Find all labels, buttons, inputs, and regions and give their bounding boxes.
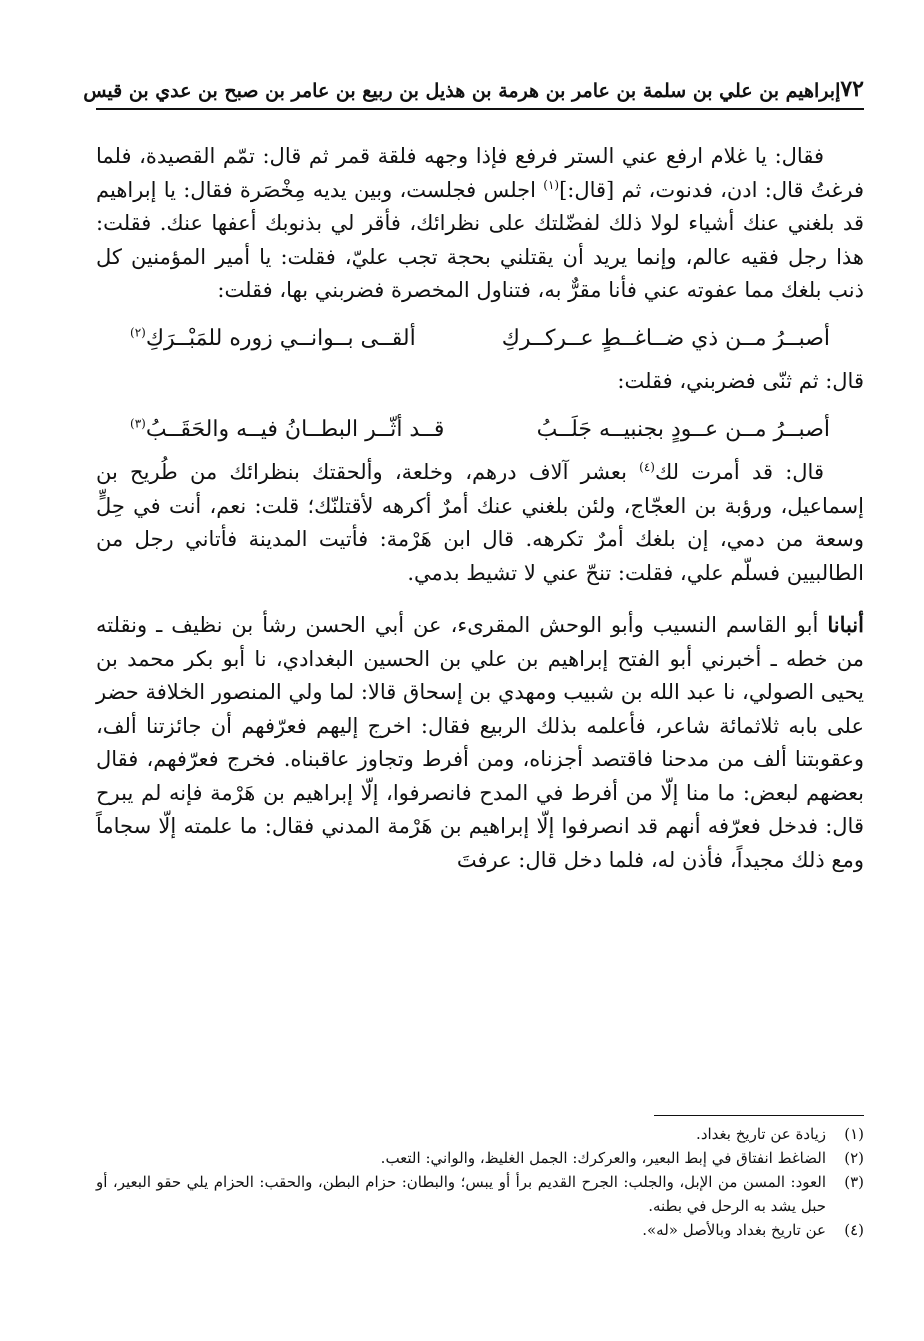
verse-1 — [130, 322, 830, 356]
footnotes — [96, 1115, 864, 1242]
page-number: ٧٢ — [840, 76, 864, 102]
verse-1-hemistich-2: ألقــى بــوانــي زوره للمَبْــرَكِ — [145, 325, 416, 351]
verse-intro-2: قال: ثم ثنّى فضربني، فقلت: — [617, 369, 864, 393]
footnote-1-number: (١) — [844, 1125, 864, 1143]
page-header — [83, 70, 864, 110]
paragraph-2a-text: قال: قد أمرت لك — [654, 460, 824, 484]
paragraph-3-lead: أنبانا — [827, 612, 864, 637]
footnote-ref-3: (٣) — [130, 416, 146, 431]
verse-2 — [130, 413, 830, 447]
footnote-4-text: عن تاريخ بغداد وبالأصل «له». — [642, 1221, 826, 1239]
paragraph-2b-text: بعشر آلاف درهم، وخلعة، وألحقتك بنظرائك من طُريح بن إسماعيل، ورؤبة بن العجّاج، ولئن بلغني عنك أمرٌ أكرهه لأقتلنّك؛ قلت: نعم، أنت في حِلٍّ وسعة من دمي، إن بلغك أمرٌ تكرهه. قال ابن هَرْمة: فأتيت المدينة فأتاني رجل من الطالبيين فسلّم علي، فقلت: تنحّ عني لا تشيط بدمي. — [96, 460, 864, 585]
running-title: إبراهيم بن علي بن سلمة بن عامر بن هرمة بن هذيل بن ربيع بن عامر بن صبح بن عدي بن قيس — [83, 80, 841, 102]
verse-1-hemistich-1: أصبــرُ مــن ذي ضــاغــطٍ عــركــركِ — [501, 325, 830, 351]
paragraph-1b-text: اجلس فجلست، وبين يديه مِخْصَرة فقال: يا إبراهيم قد بلغني عنك أشياء لولا ذلك لفضّلتك على نظرائك، فأقر لي بذنوبك أعفها عنك. فقلت: هذا رجل فقيه عالم، وإنما يريد أن يقتلني بحجة تجب عليّ، فقلت: يا أمير المؤمنين كل ذنب بلغك مما عفوته عني فأنا مقرٌّ به، فتناول المخصرة فضربني بها، فقلت: — [96, 177, 864, 302]
paragraph-gap — [96, 590, 864, 608]
paragraph-1 — [96, 140, 864, 308]
footnote-2-text: الضاغط انفتاق في إبط البعير، والعركرك: الجمل الغليظ، والواني: التعب. — [380, 1149, 826, 1167]
footnote-4-number: (٤) — [844, 1221, 864, 1239]
verse-2-hemistich-2-wrap — [130, 413, 444, 447]
footnote-ref-1: (١) — [543, 177, 560, 192]
footnote-divider — [654, 1115, 864, 1116]
footnote-2 — [96, 1146, 864, 1170]
paragraph-2 — [96, 456, 864, 590]
footnote-4 — [96, 1218, 864, 1242]
footnote-3 — [96, 1170, 864, 1218]
paragraph-3 — [96, 608, 864, 877]
main-text — [96, 140, 864, 877]
footnote-ref-2: (٢) — [130, 325, 146, 340]
footnote-2-number: (٢) — [844, 1149, 864, 1167]
footnote-ref-4: (٤) — [639, 460, 655, 474]
footnote-1 — [96, 1122, 864, 1146]
footnote-3-number: (٣) — [844, 1173, 864, 1191]
paragraph-3-text: أبو القاسم النسيب وأبو الوحش المقرىء، عن أبي الحسن رشأ بن نظيف ـ ونقلته من خطه ـ أخبرني أبو الفتح إبراهيم بن علي بن الحسين البغدادي، نا أبو بكر محمد بن يحيى الصولي، نا عبد الله بن شبيب ومهدي بن إسحاق قالا: لما ولي المنصور الخلافة حضر على بابه ثلاثمائة شاعر، فأعلمه بذلك الربيع فقال: اخرج إليهم فعرّفهم أن جائزتنا ألف، وعقوبتنا ألف من مدحنا فاقتصد أجزناه، ومن أفرط وتجاوز عاقبناه. فخرج فعرّفهم، فقال بعضهم لبعض: ما منا إلّا من أفرط في المدح فانصرفوا، إلّا إبراهيم بن هَرْمة فإنه لم يبرح قال: فدخل فعرّفه أنهم قد انصرفوا إلّا إبراهيم بن هَرْمة المدني فقال: ما علمته إلّا سجاماً ومع ذلك مجيداً، فأذن له، فلما دخل قال: عرفتَ — [96, 613, 864, 872]
footnote-3-text: العود: المسن من الإبل، والجلب: الجرح القديم برأ أو يبس؛ والبطان: حزام البطن، والحقب: الحزام يلي حقو البعير، أو حبل يشد به الرحل في بطنه. — [96, 1173, 826, 1215]
footnote-1-text: زيادة عن تاريخ بغداد. — [696, 1125, 826, 1143]
verse-1-hemistich-2-wrap — [130, 322, 416, 356]
verse-2-hemistich-1: أصبــرُ مــن عــودٍ بجنبيــه جَلَــبُ — [536, 416, 830, 442]
paragraph-1-text: فقال: يا غلام ارفع عني الستر فرفع فإذا وجهه فلقة قمر ثم قال: تمّم القصيدة، فلما فرغتُ قال: ادن، فدنوت، ثم [قال:] — [96, 144, 864, 202]
verse-2-hemistich-2: قــد أثّــر البطــانُ فيــه والحَقَــبُ — [145, 416, 445, 442]
